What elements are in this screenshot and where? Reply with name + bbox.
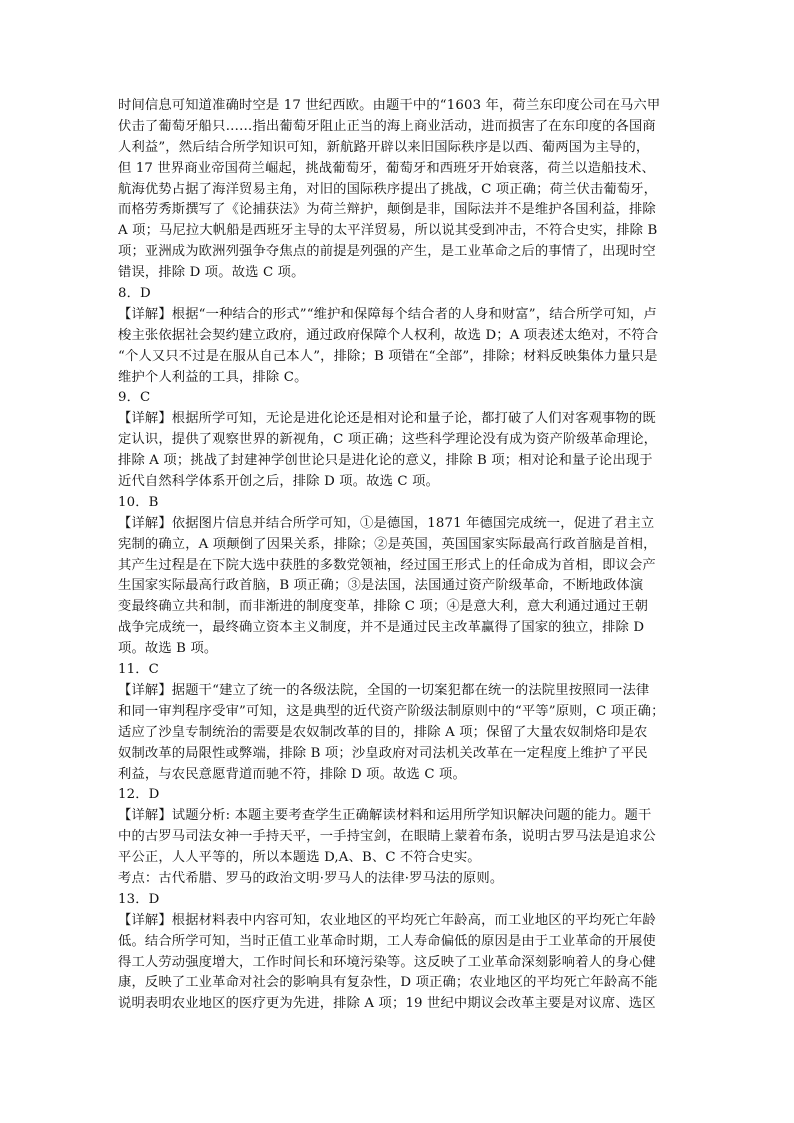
text-line: 利益，与农民意愿背道而驰不符，排除 D 项。故选 C 项。 [118,766,466,782]
text-line: 时间信息可知道准确时空是 17 世纪西欧。由题干中的“1603 年，荷兰东印度公司在马六甲 [118,98,661,113]
text-line: “个人又只不过是在服从自己本人”，排除；B 项错在“全部”，排除；材料反映集体力量只是 [118,348,658,364]
text-line: 错误，排除 D 项。故选 C 项。 [118,265,305,281]
text-line: 奴制改革的局限性或弊端，排除 B 项；沙皇政府对司法机关改革在一定程度上维护了平民 [118,745,648,761]
answer-number-10: 10．B [118,494,159,510]
text-line: 人利益”，然后结合所学知识可知，新航路开辟以来旧国际秩序是以西、葡两国为主导的， [118,139,650,155]
text-line: 宪制的确立，A 项颠倒了因果关系，排除；②是英国，英国国家实际最高行政首脑是首相， [118,536,657,552]
text-line: 战争完成统一，最终确立资本主义制度，并不是通过民主改革赢得了国家的独立，排除 D [118,620,645,636]
text-line: 和同一审判程序受审”可知，这是典型的近代资产阶级法制原则中的“平等”原则，C 项正确； [118,703,665,719]
text-line: 得工人劳动强度增大，工作时间长和环境污染等。这反映了工业革命深刻影响着人的身心健 [118,954,656,970]
answer-text-block [118,96,678,1015]
text-line: 梭主张依据社会契约建立政府，通过政府保障个人权利，故选 D；A 项表述太绝对，不符合 [118,327,659,343]
text-line: 近代自然科学体系开创之后，排除 D 项。故选 C 项。 [118,474,440,490]
text-line: 【详解】根据材料表中内容可知，农业地区的平均死亡年龄高，而工业地区的平均死亡年龄 [118,912,656,928]
answer-number-9: 9．C [118,390,151,406]
text-line: 【详解】根据所学可知，无论是进化论还是相对论和量子论，都打破了人们对客观事物的既 [118,411,656,427]
text-line: 平公正，人人平等的，所以本题选 D,A、B、C 不符合史实。 [118,850,481,866]
text-line: 而格劳秀斯撰写了《论捕获法》为荷兰辩护，颠倒是非，国际法并不是维护各国利益，排除 [118,202,656,218]
text-line: 【详解】依据图片信息并结合所学可知，①是德国，1871 年德国完成统一，促进了君主立 [118,515,655,531]
text-line: 项。故选 B 项。 [118,641,218,657]
text-line: 定认识，提供了观察世界的新视角，C 项正确；这些科学理论没有成为资产阶级革命理论， [118,432,658,448]
text-line: 康，反映了工业革命对社会的影响具有复杂性，D 项正确；农业地区的平均死亡年龄高不能 [118,975,658,991]
text-line: 考点：古代希腊、罗马的政治文明·罗马人的法律·罗马法的原则。 [118,870,504,886]
text-line: 伏击了葡萄牙船只……指出葡萄牙阻止正当的海上商业活动，进而损害了在东印度的各国商 [118,118,656,134]
text-line: 说明表明农业地区的医疗更为先进，排除 A 项；19 世纪中期议会改革主要是对议席、选区 [118,996,656,1012]
answer-number-11: 11．C [118,662,159,678]
text-line: 低。结合所学可知，当时正值工业革命时期，工人寿命偏低的原因是由于工业革命的开展使 [118,933,656,949]
text-line: 项；亚洲成为欧洲列强争夺焦点的前提是列强的产生，是工业革命之后的事情了，出现时空 [118,244,656,260]
text-line: A 项；马尼拉大帆船是西班牙主导的太平洋贸易，所以说其受到冲击，不符合史实，排除 B [118,223,658,239]
answer-number-8: 8．D [118,286,151,302]
text-line: 【详解】试题分析: 本题主要考查学生正确解读材料和运用所学知识解决问题的能力。题干 [118,808,652,824]
text-line: 航海优势占据了海洋贸易主角，对旧的国际秩序提出了挑战，C 项正确；荷兰伏击葡萄牙， [118,181,658,197]
text-line: 【详解】据题干“建立了统一的各级法院，全国的一切案犯都在统一的法院里按照同一法律 [118,682,650,698]
text-line: 维护个人利益的工具，排除 C。 [118,369,308,385]
text-line: 变最终确立共和制，而非渐进的制度变革，排除 C 项；④是意大利，意大利通过通过王朝 [118,599,649,615]
answer-number-13: 13．D [118,891,160,907]
text-line: 排除 A 项；挑战了封建神学创世论只是进化论的意义，排除 B 项；相对论和量子论出现于 [118,453,653,469]
text-line: 中的古罗马司法女神一手持天平，一手持宝剑，在眼睛上蒙着布条，说明古罗马法是追求公 [118,829,656,845]
text-line: 适应了沙皇专制统治的需要是农奴制改革的目的，排除 A 项；保留了大量农奴制烙印是农 [118,724,648,740]
text-line: 生国家实际最高行政首脑，B 项正确；③是法国，法国通过资产阶级革命，不断地政体演 [118,578,644,594]
text-line: 【详解】根据“一种结合的形式”“维护和保障每个结合者的人身和财富”，结合所学可知，卢 [118,306,657,322]
text-line: 但 17 世界商业帝国荷兰崛起，挑战葡萄牙，葡萄牙和西班牙开始衰落，荷兰以造船技术、 [118,160,655,176]
answer-number-12: 12．D [118,787,160,803]
text-line: 其产生过程是在下院大选中获胜的多数党领袖，经过国王形式上的任命成为首相，即议会产 [118,557,656,573]
